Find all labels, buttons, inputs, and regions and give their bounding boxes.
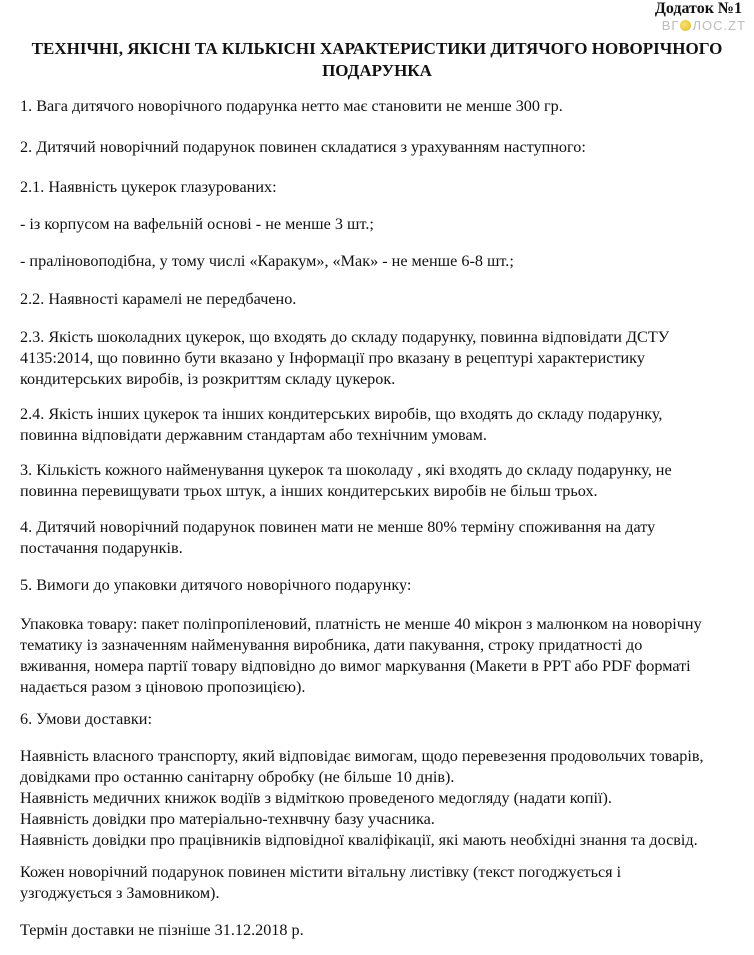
paragraph-5-packaging-heading (20, 575, 740, 596)
text-line: - із корпусом на вафельній основі - не менше 3 шт.; (20, 215, 374, 233)
annex-label: Додаток №1 (654, 0, 742, 17)
text-line: 1. Вага дитячого новорічного подарунка нетто має становити не менше 300 гр. (20, 97, 563, 115)
sun-logo-icon (680, 20, 691, 31)
text-line: Кожен новорічний подарунок повинен містити вітальну листівку (текст погоджується і (20, 863, 622, 881)
text-line: 3. Кількість кожного найменування цукерок та шоколаду , які входять до складу подарунку, не (20, 461, 672, 479)
text-line: 4. Дитячий новорічний подарунок повинен мати не менше 80% терміну споживання на дату (20, 518, 656, 536)
text-line: надається разом з ціновою пропозицією). (20, 678, 306, 696)
paragraph-6-delivery-heading (20, 709, 740, 730)
text-line: Наявність довідки про працівників відповідної кваліфікації, які мають необхідні знання та досвід. (20, 831, 698, 849)
text-line: постачання подарунків. (20, 539, 183, 557)
text-line: 4135:2014, що повинно бути вказано у Інформації про вказану в рецептурі характеристику (20, 349, 645, 367)
paragraph-2-4-other-quality (20, 404, 740, 446)
list-item-wafer (20, 214, 740, 235)
text-line: повинна відповідати державним стандартам або технічним умовам. (20, 426, 487, 444)
text-line: 2. Дитячий новорічний подарунок повинен складатися з урахуванням наступного: (20, 138, 586, 156)
text-line: 5. Вимоги до упаковки дитячого новорічного подарунку: (20, 576, 412, 594)
paragraph-5-packaging-details (20, 614, 740, 698)
text-line: Наявність довідки про матеріально-технвчну базу учасника. (20, 810, 435, 828)
text-line: вживання, номера партії товару відповідно до вимог маркування (Макети в PPT або PDF форматі (20, 657, 691, 675)
text-line: узгоджується з Замовником). (20, 884, 220, 902)
paragraph-1-weight (20, 96, 740, 117)
text-line: Наявність медичних книжок водіїв з відміткою проведеного медогляду (надати копії). (20, 789, 612, 807)
text-line: Термін доставки не пізніше 31.12.2018 р. (20, 921, 304, 939)
paragraph-6-delivery-terms (20, 746, 740, 851)
watermark-text-left: ВГ (661, 18, 680, 33)
text-line: тематику із зазначенням найменування виробника, дати пакування, строку придатності до (20, 636, 643, 654)
text-line: 2.2. Наявності карамелі не передбачено. (20, 290, 297, 308)
paragraph-2-2-caramel (20, 289, 740, 310)
text-line: довідками про останню санітарну обробку (не більше 10 днів). (20, 768, 455, 786)
text-line: 2.3. Якість шоколадних цукерок, що входять до складу подарунку, повинна відповідати ДСТУ (20, 328, 670, 346)
site-watermark-logo (662, 19, 746, 33)
title-line-1: ТЕХНІЧНІ, ЯКІСНІ ТА КІЛЬКІСНІ ХАРАКТЕРИСТИКИ ДИТЯЧОГО НОВОРІЧНОГО (31, 39, 723, 58)
text-line: 6. Умови доставки: (20, 710, 152, 728)
paragraph-4-shelf-life (20, 517, 740, 559)
watermark-text-right: ЛОС.ZT (692, 18, 746, 33)
paragraph-greeting-card (20, 862, 740, 904)
text-line: кондитерських виробів, із розкриттям складу цукерок. (20, 370, 396, 388)
title-line-2: ПОДАРУНКА (322, 61, 432, 80)
paragraph-2-1-glazed-candies (20, 177, 740, 198)
text-line: 2.1. Наявність цукерок глазурованих: (20, 178, 277, 196)
text-line: 2.4. Якість інших цукерок та інших кондитерських виробів, що входять до складу подарунку, (20, 405, 663, 423)
text-line: - праліновоподібна, у тому числі «Каракум», «Мак» - не менше 6-8 шт.; (20, 252, 514, 270)
text-line: повинна перевищувати трьох штук, а інших кондитерських виробів не більш трьох. (20, 482, 598, 500)
paragraph-2-composition (20, 137, 740, 158)
paragraph-3-quantity (20, 460, 740, 502)
paragraph-delivery-deadline (20, 920, 740, 941)
text-line: Наявність власного транспорту, який відповідає вимогам, щодо перевезення продовольчих товарів, (20, 747, 704, 765)
list-item-praline (20, 251, 740, 272)
paragraph-2-3-chocolate-quality (20, 327, 740, 390)
text-line: Упаковка товару: пакет поліпропіленовий, платність не менше 40 мікрон з малюнком на новорічну (20, 615, 702, 633)
document-title (0, 38, 754, 82)
